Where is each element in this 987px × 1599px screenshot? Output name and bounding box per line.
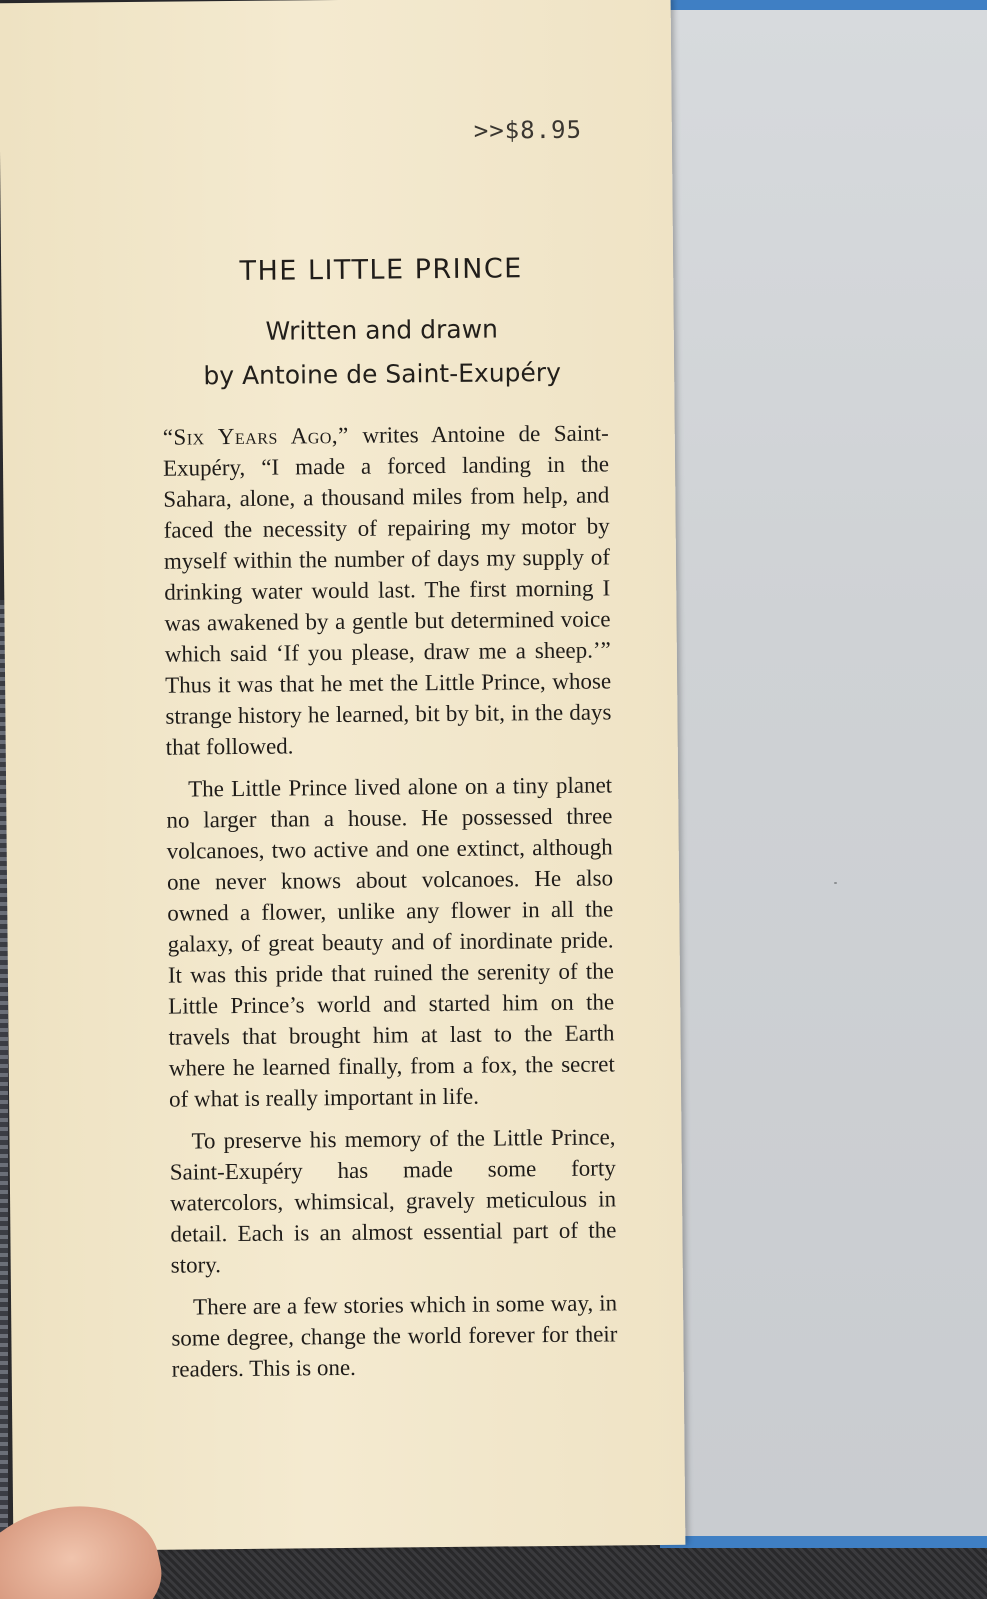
paragraph-4: There are a few stories which in some way, in some degree, change the world forever for their readers. This is one.: [171, 1290, 618, 1382]
paragraph-3: To preserve his memory of the Little Prince, Saint-Exupéry has made some forty watercolors, whimsical, gravely meticulous in detail. Each is an almost essential part of the story.: [169, 1124, 617, 1278]
flap-copy: [163, 417, 618, 1395]
paragraph-1-text: writes Antoine de Saint-Exupéry, “I made a forced landing in the Sahara, alone, a thousand miles from help, and faced the necessity of repairing my motor by myself within the number of days my supply of drinking water would last. The first morning I was awakened by a gentle but determined voice which said ‘If you please, draw me a sheep.’” Thus it was that he met the Little Prince, whose strange history he learned, bit by bit, in the days that followed.: [162, 420, 612, 760]
byline-line-1: Written and drawn: [265, 314, 499, 346]
book-title: THE LITTLE PRINCE: [239, 253, 523, 287]
byline-line-2: by Antoine de Saint-Exupéry: [203, 357, 562, 391]
book-endpaper: [668, 10, 987, 1536]
paragraph-1-opening: “Six Years Ago,”: [162, 422, 349, 450]
endpaper-speck: [834, 882, 837, 884]
paragraph-1: [163, 417, 612, 762]
price-label: >>$8.95: [473, 115, 583, 145]
paragraph-2: The Little Prince lived alone on a tiny planet no larger than a house. He possessed three volcanoes, two active and one extinct, although one never knows about volcanoes. He also owned a flower, unlike any flower in all the galaxy, of great beauty and of inordinate pride. It was this pride that ruined the serenity of the Little Prince’s world and started him on the travels that brought him at last to the Earth where he learned finally, from a fox, the secret of what is really important in life.: [166, 772, 615, 1112]
